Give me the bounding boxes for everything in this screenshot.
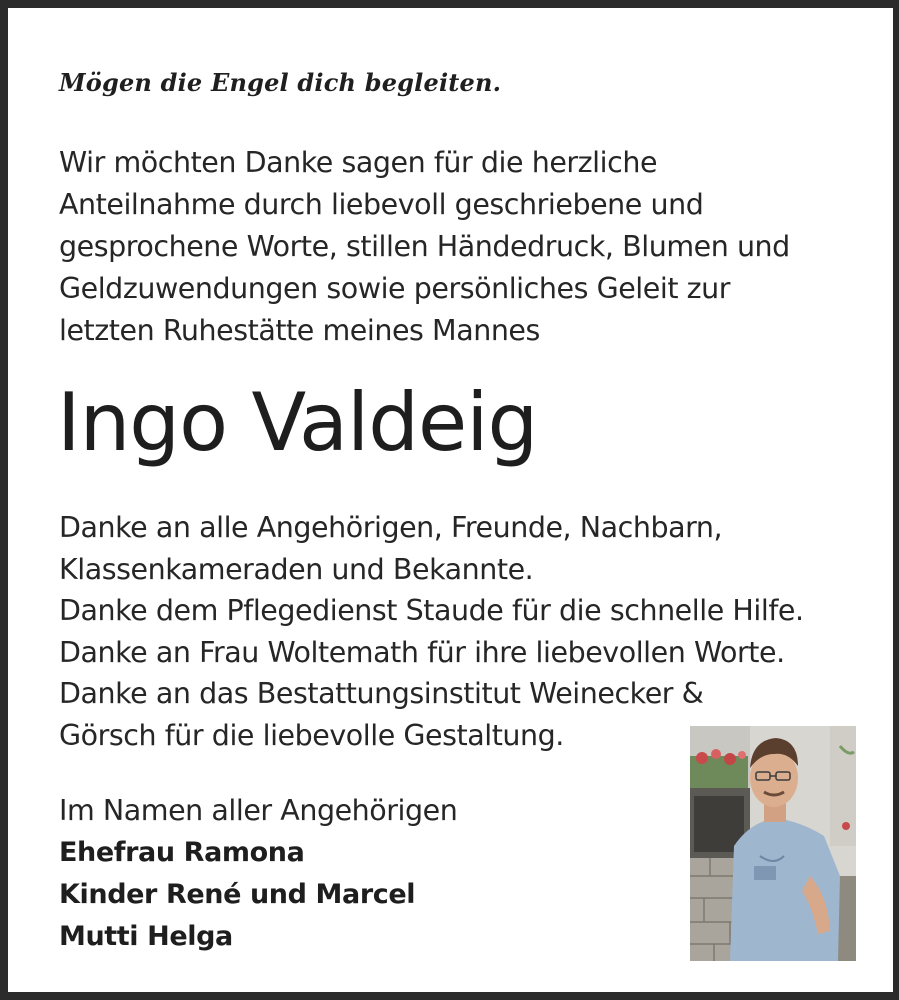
intro-line: gesprochene Worte, stillen Händedruck, Blumen und (59, 230, 790, 263)
thanks-line: Danke dem Pflegedienst Staude für die schnelle Hilfe. (59, 594, 804, 627)
family-member: Mutti Helga (59, 921, 233, 952)
family-signatures (59, 832, 415, 958)
intro-paragraph (59, 142, 790, 352)
thanks-line: Görsch für die liebevolle Gestaltung. (59, 718, 564, 752)
thanks-line: Danke an alle Angehörigen, Freunde, Nachbarn, (59, 511, 723, 544)
family-member: Ehefrau Ramona (59, 837, 305, 868)
deceased-name: Ingo Valdeig (57, 376, 538, 469)
intro-line: Geldzuwendungen sowie persönliches Geleit zur (59, 272, 731, 305)
signoff-text: Im Namen aller Angehörigen (59, 794, 458, 827)
intro-line: Wir möchten Danke sagen für die herzliche (59, 146, 658, 179)
motto-heading: Mögen die Engel dich begleiten. (59, 68, 502, 97)
family-member: Kinder René und Marcel (59, 879, 416, 910)
thanks-line: Danke an das Bestattungsinstitut Weinecker & (59, 677, 704, 710)
thanks-line: Klassenkameraden und Bekannte. (59, 552, 534, 586)
intro-line: letzten Ruhestätte meines Mannes (59, 314, 540, 347)
portrait-photo (690, 726, 856, 961)
intro-line: Anteilnahme durch liebevoll geschriebene und (59, 188, 704, 221)
thanks-paragraph (59, 507, 804, 756)
thanks-line: Danke an Frau Woltemath für ihre liebevollen Worte. (59, 635, 785, 669)
